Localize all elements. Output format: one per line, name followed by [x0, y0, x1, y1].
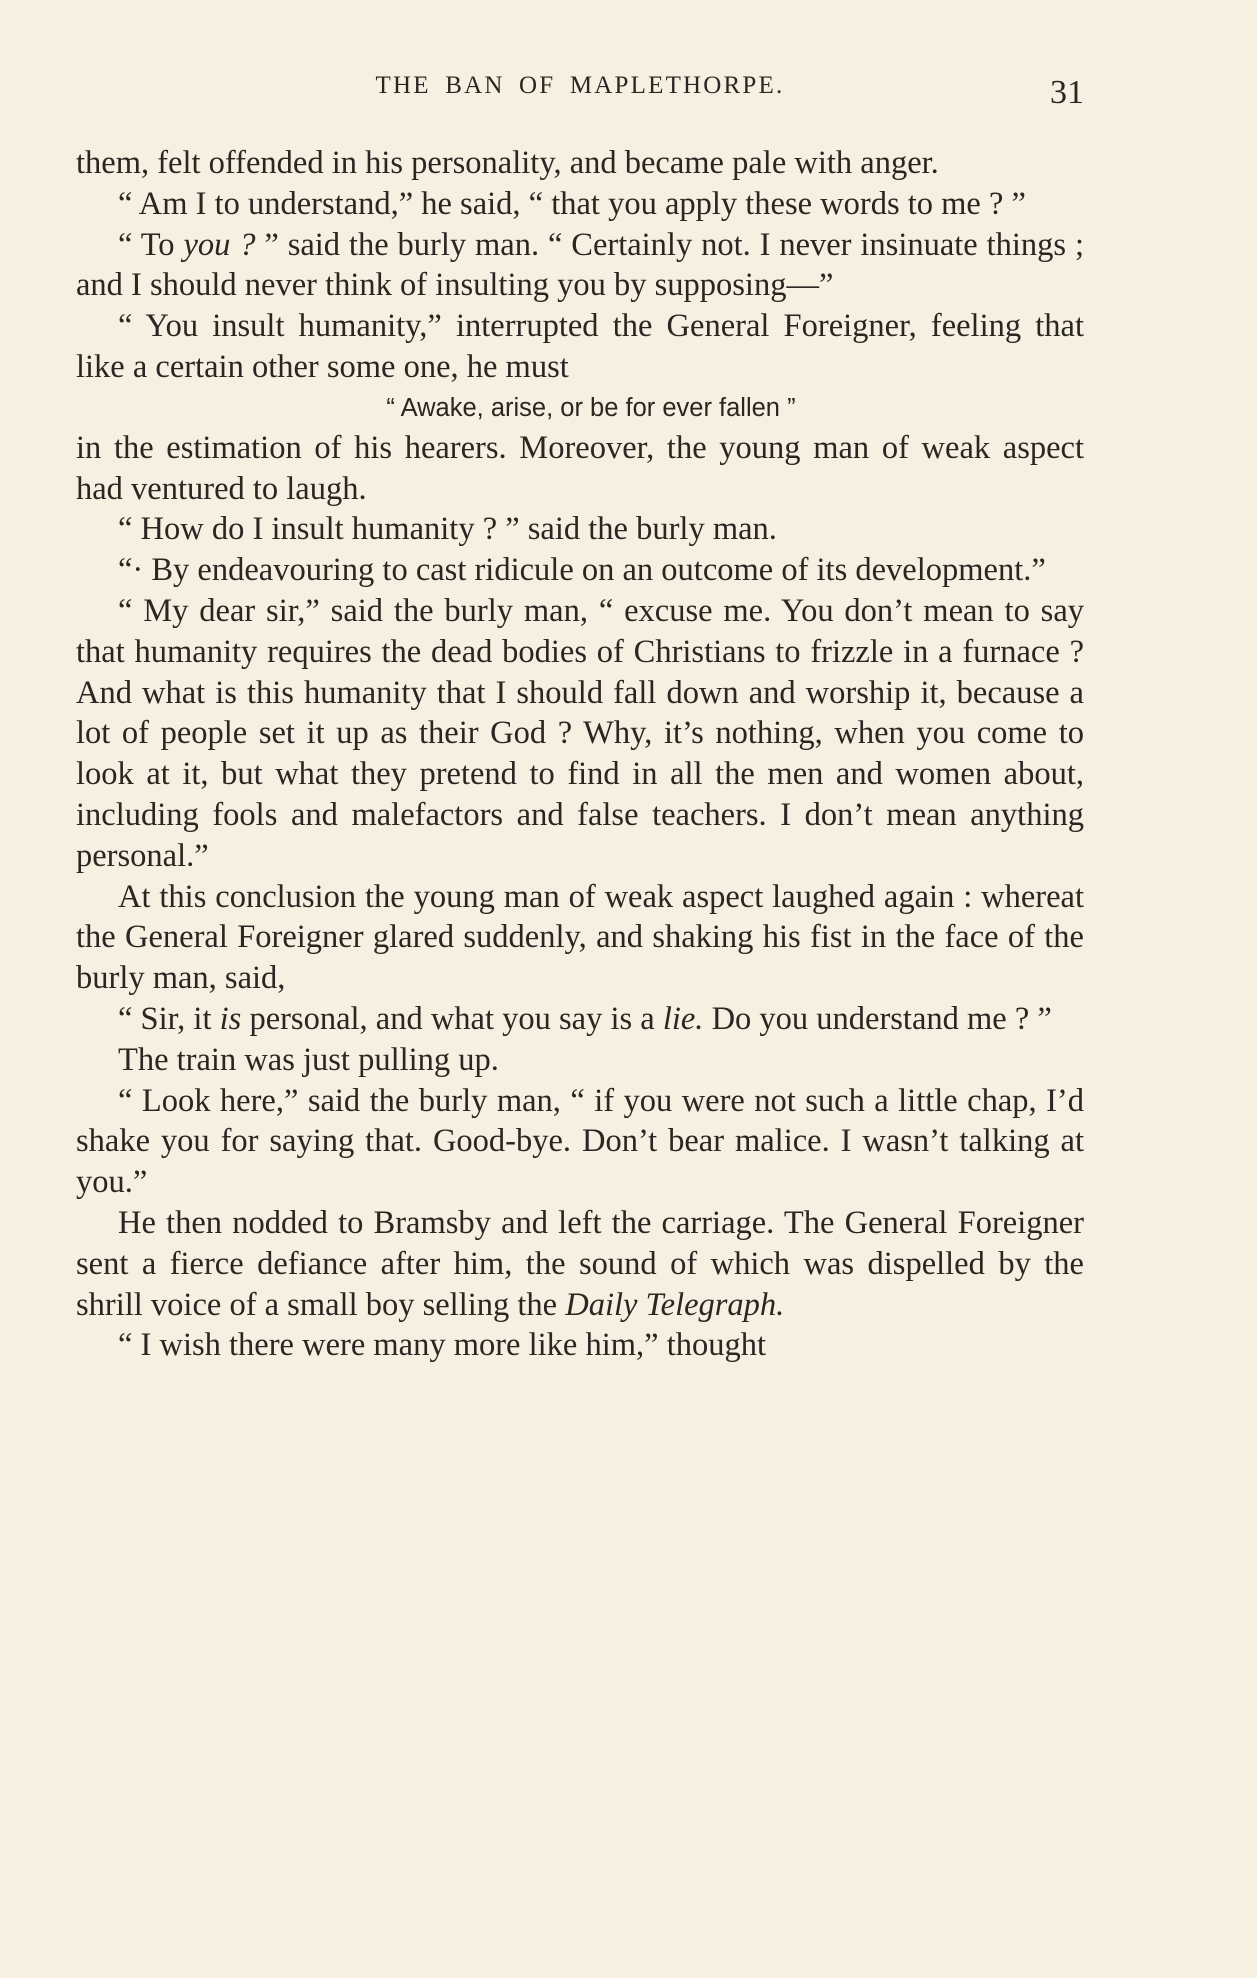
paragraph-10-italic-lie: lie. [662, 1000, 704, 1037]
paragraph-10-italic-is: is [219, 1000, 242, 1037]
body-text [76, 143, 1084, 1366]
paragraph-3-rest: ” said the burly man. “ Certainly not. I never insinuate things ; and I should never think of insulting you by supposing—” [76, 226, 1084, 304]
paragraph-13-text: He then nodded to Bramsby and left the carriage. The General Foreigner sent a fierce defiance after him, the sound of which was dispelled by the shrill voice of a small boy selling the [76, 1204, 1084, 1323]
paragraph-4: “ You insult humanity,” interrupted the General Foreigner, feeling that like a certain other some one, he must [76, 308, 1084, 385]
verse-quote: “ Awake, arise, or be for ever fallen ” [386, 393, 796, 422]
paragraph-1: them, felt offended in his personality, and became pale with anger. [76, 145, 939, 181]
paragraph-7: “· By endeavouring to cast ridicule on an outcome of its development.” [118, 552, 1046, 589]
paragraph-2: “ Am I to understand,” he said, “ that you apply these words to me ? ” [118, 185, 1026, 222]
paragraph-5: in the estimation of his hearers. Moreover, the young man of weak aspect had ventured to laugh. [76, 429, 1084, 507]
paragraph-13-italic-newspaper: Daily Telegraph. [565, 1286, 785, 1323]
paragraph-10-end: Do you understand me ? ” [703, 1000, 1052, 1037]
paragraph-3-italic: you ? [183, 226, 256, 263]
paragraph-10-open: “ Sir, it [118, 1000, 220, 1037]
paragraph-13 [76, 1203, 1084, 1325]
paragraph-12: “ Look here,” said the burly man, “ if you were not such a little chap, I’d shake you for saying that. Good-bye. Don’t bear malice. I wasn’t talking at you.” [76, 1082, 1084, 1201]
paragraph-10 [76, 999, 1084, 1040]
page-number: 31 [1050, 74, 1084, 111]
paragraph-9: At this conclusion the young man of weak aspect laughed again : whereat the General Foreigner glared suddenly, and shaking his fist in the face of the burly man, said, [76, 878, 1084, 997]
paragraph-6: “ How do I insult humanity ? ” said the burly man. [118, 511, 777, 548]
running-head: THE BAN OF MAPLETHORPE. [375, 72, 785, 99]
paragraph-14: “ I wish there were many more like him,” thought [118, 1327, 767, 1364]
paragraph-8: “ My dear sir,” said the burly man, “ excuse me. You don’t mean to say that humanity requires the dead bodies of Christians to frizzle in a furnace ? And what is this humanity that I should fall down and worship it, because a lot of people set it up as their God ? Why, it’s nothing, when you come to look at it, but what they pretend to find in all the men and women about, including fools and malefactors and false teachers. I don’t mean anything personal.” [76, 592, 1084, 874]
page-header [76, 72, 1084, 112]
paragraph-3 [76, 225, 1084, 307]
paragraph-11: The train was just pulling up. [118, 1041, 499, 1078]
paragraph-3-open: “ To [118, 226, 184, 263]
paragraph-10-mid: personal, and what you say is a [241, 1000, 663, 1037]
